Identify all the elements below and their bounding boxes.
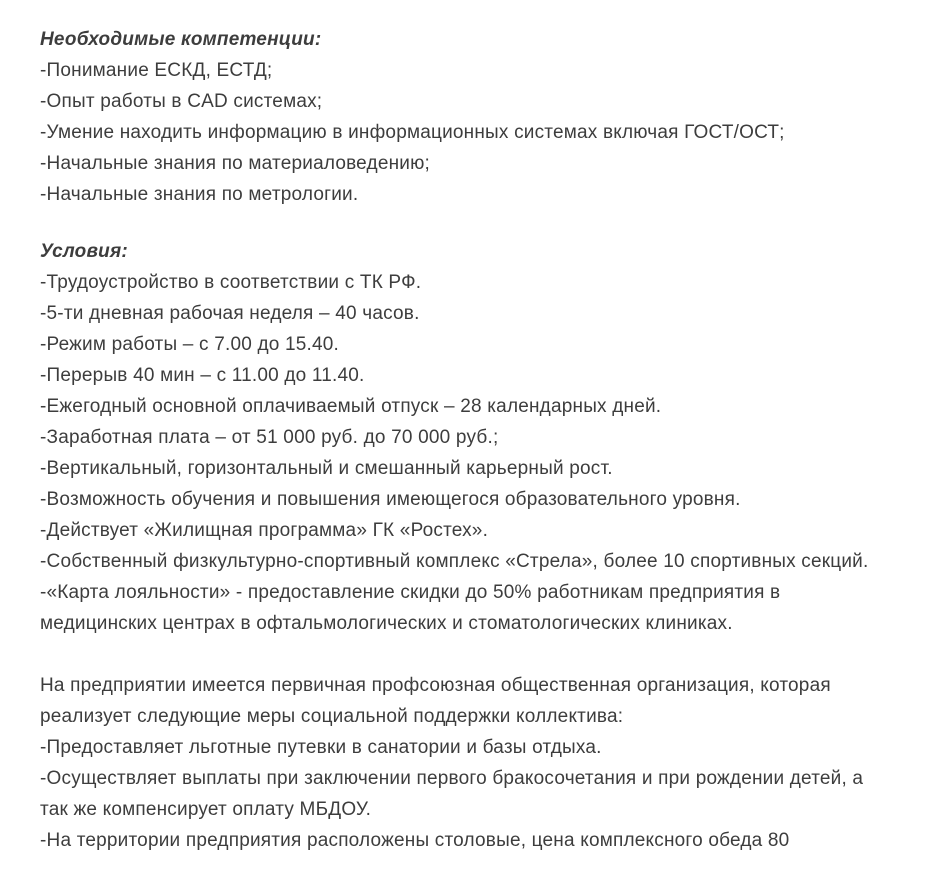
text-line: -Начальные знания по метрологии. — [40, 184, 359, 205]
section-conditions — [40, 236, 892, 639]
text-line: -Собственный физкультурно-спортивный комплекс «Стрела», более 10 спортивных секций. — [40, 551, 869, 572]
document-content — [40, 24, 892, 856]
conditions-heading: Условия: — [40, 241, 128, 262]
text-line: -Осуществляет выплаты при заключении первого бракосочетания и при рождении детей, а так же компенсирует оплату МБДОУ. — [40, 768, 864, 820]
text-line: -Ежегодный основной оплачиваемый отпуск – 28 календарных дней. — [40, 396, 662, 417]
text-line: -На территории предприятия расположены столовые, цена комплексного обеда 80 — [40, 830, 790, 851]
section-trade-union — [40, 670, 892, 856]
text-line: -Вертикальный, горизонтальный и смешанный карьерный рост. — [40, 458, 613, 479]
text-line: -Действует «Жилищная программа» ГК «Ростех». — [40, 520, 489, 541]
text-line: -Опыт работы в CAD системах; — [40, 91, 323, 112]
text-line: -Трудоустройство в соответствии с ТК РФ. — [40, 272, 422, 293]
competencies-heading: Необходимые компетенции: — [40, 29, 322, 50]
text-line: -Перерыв 40 мин – с 11.00 до 11.40. — [40, 365, 365, 386]
text-line: -Заработная плата – от 51 000 руб. до 70 000 руб.; — [40, 427, 499, 448]
text-line: -Предоставляет льготные путевки в санатории и базы отдыха. — [40, 737, 602, 758]
text-line: -«Карта лояльности» - предоставление скидки до 50% работникам предприятия в медицинских центрах в офтальмологических и стоматологических клиниках. — [40, 582, 781, 634]
section-competencies — [40, 24, 892, 210]
text-line: -Возможность обучения и повышения имеющегося образовательного уровня. — [40, 489, 741, 510]
text-line: -5-ти дневная рабочая неделя – 40 часов. — [40, 303, 420, 324]
text-line: -Начальные знания по материаловедению; — [40, 153, 431, 174]
text-line: -Понимание ЕСКД, ЕСТД; — [40, 60, 273, 81]
text-line: -Умение находить информацию в информационных системах включая ГОСТ/ОСТ; — [40, 122, 785, 143]
text-line: На предприятии имеется первичная профсоюзная общественная организация, которая реализует следующие меры социальной поддержки коллектива: — [40, 675, 831, 727]
text-line: -Режим работы – с 7.00 до 15.40. — [40, 334, 340, 355]
